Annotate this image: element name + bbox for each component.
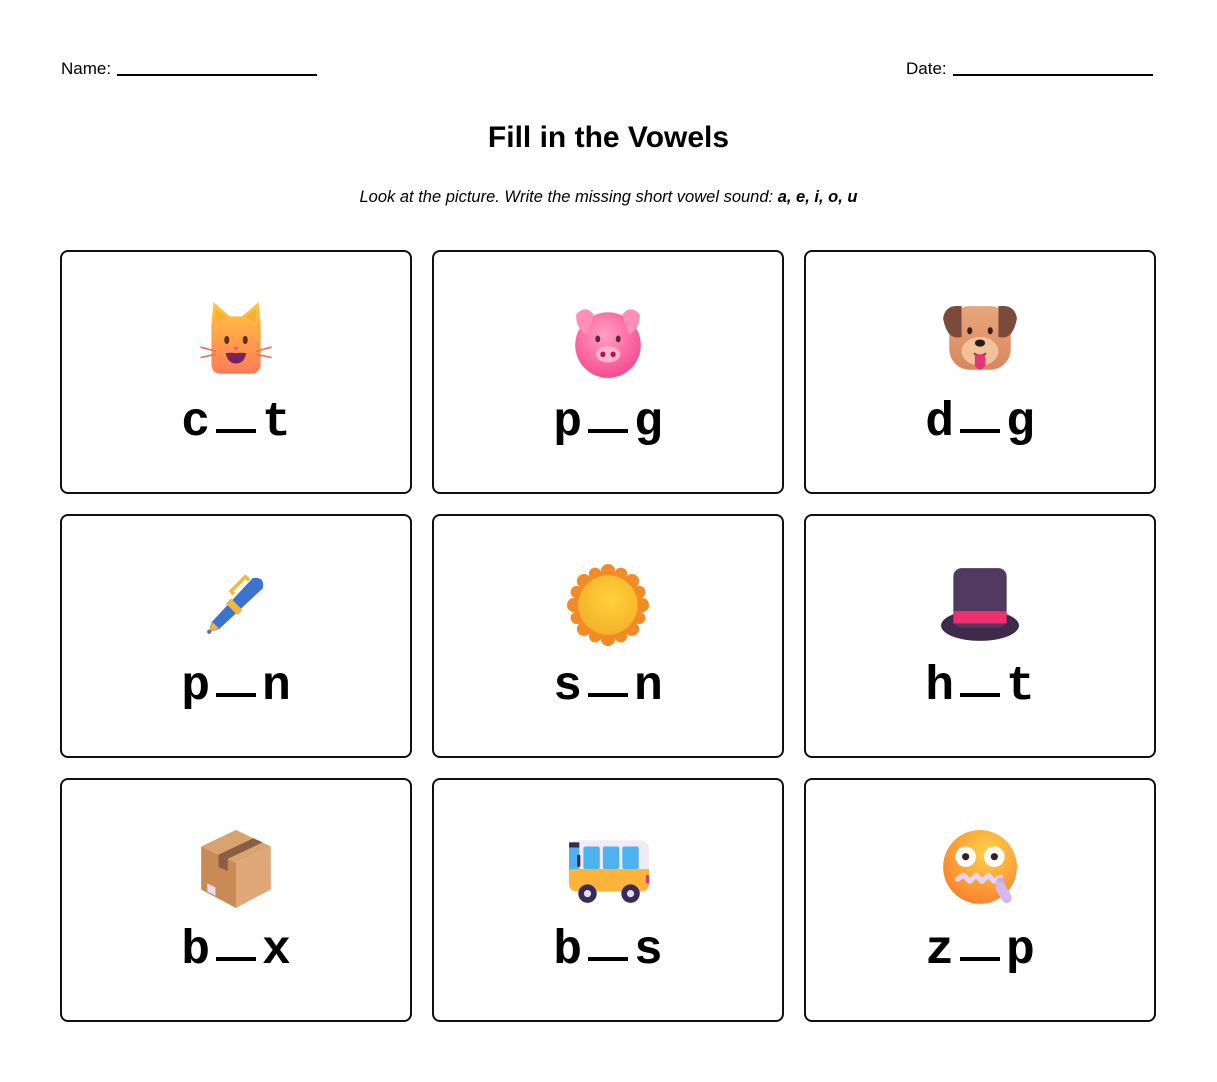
word-puzzle xyxy=(806,659,1154,715)
vowel-blank[interactable] xyxy=(216,957,256,961)
word-card xyxy=(60,250,412,494)
vowel-blank[interactable] xyxy=(588,957,628,961)
vowel-blank[interactable] xyxy=(216,693,256,697)
last-letter: s xyxy=(634,924,663,978)
word-card xyxy=(60,778,412,1022)
first-letter: d xyxy=(925,396,954,450)
vowel-blank[interactable] xyxy=(588,429,628,433)
top-hat-icon xyxy=(939,564,1021,646)
word-puzzle xyxy=(434,659,782,715)
cat-face-icon xyxy=(195,300,277,382)
vowel-blank[interactable] xyxy=(960,693,1000,697)
pen-icon xyxy=(195,564,277,646)
name-write-line[interactable] xyxy=(117,74,317,76)
first-letter: p xyxy=(553,396,582,450)
word-puzzle xyxy=(806,923,1154,979)
first-letter: h xyxy=(925,660,954,714)
vowel-blank[interactable] xyxy=(216,429,256,433)
last-letter: p xyxy=(1006,924,1035,978)
name-label: Name: xyxy=(61,59,112,78)
word-card xyxy=(60,514,412,758)
bus-icon xyxy=(567,828,649,910)
date-field xyxy=(906,58,1153,80)
page-title: Fill in the Vowels xyxy=(487,121,730,154)
date-write-line[interactable] xyxy=(953,74,1153,76)
sun-icon xyxy=(567,564,649,646)
word-puzzle xyxy=(62,659,410,715)
word-card xyxy=(804,514,1156,758)
last-letter: g xyxy=(1006,396,1035,450)
first-letter: b xyxy=(553,924,582,978)
last-letter: t xyxy=(1006,660,1035,714)
first-letter: s xyxy=(553,660,582,714)
instructions-text: Look at the picture. Write the missing short vowel sound: xyxy=(359,188,778,206)
dog-face-icon xyxy=(939,300,1021,382)
last-letter: n xyxy=(634,660,663,714)
word-puzzle xyxy=(434,923,782,979)
instructions xyxy=(0,188,1217,207)
word-card xyxy=(432,514,784,758)
last-letter: g xyxy=(634,396,663,450)
first-letter: c xyxy=(181,396,210,450)
last-letter: x xyxy=(262,924,291,978)
first-letter: b xyxy=(181,924,210,978)
word-card-grid xyxy=(60,250,1156,1022)
word-card xyxy=(804,778,1156,1022)
last-letter: n xyxy=(262,660,291,714)
name-field xyxy=(61,58,317,80)
vowel-blank[interactable] xyxy=(960,429,1000,433)
zipper-mouth-face-icon xyxy=(939,828,1021,910)
box-icon xyxy=(195,828,277,910)
word-puzzle xyxy=(434,395,782,451)
last-letter: t xyxy=(262,396,291,450)
pig-face-icon xyxy=(567,300,649,382)
word-card xyxy=(432,250,784,494)
first-letter: p xyxy=(181,660,210,714)
word-card xyxy=(804,250,1156,494)
vowel-blank[interactable] xyxy=(960,957,1000,961)
vowel-blank[interactable] xyxy=(588,693,628,697)
first-letter: z xyxy=(925,924,954,978)
word-puzzle xyxy=(62,395,410,451)
date-label: Date: xyxy=(906,59,947,78)
word-puzzle xyxy=(62,923,410,979)
word-puzzle xyxy=(806,395,1154,451)
vowel-list: a, e, i, o, u xyxy=(777,188,858,206)
word-card xyxy=(432,778,784,1022)
